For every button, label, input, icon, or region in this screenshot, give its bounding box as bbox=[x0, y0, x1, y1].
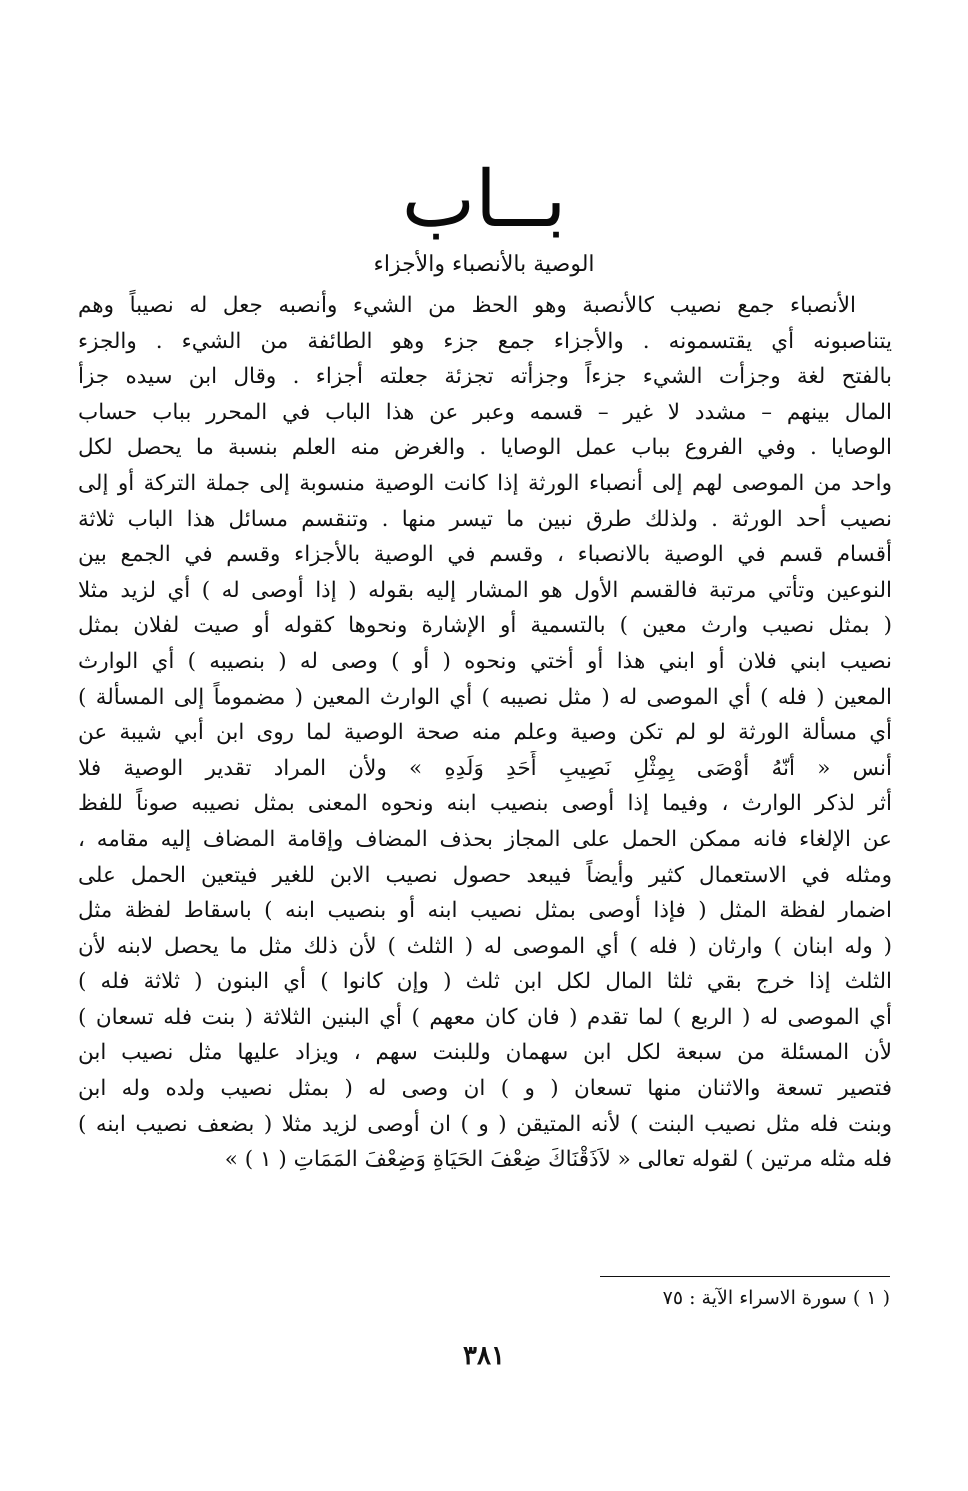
text-line: يتناصبونه أي يقتسمونه . والأجزاء جمع جزء وهو الطائفة من الشيء . والجزء bbox=[78, 328, 892, 354]
text-line: نصيب أحد الورثة . ولذلك طرق نبين ما تيسر منها . وتنقسم مسائل هذا الباب ثلاثة bbox=[78, 506, 892, 532]
text-line: عن الإلغاء فانه ممكن الحمل على المجاز بحذف المضاف وإقامة المضاف إليه مقامه ، bbox=[78, 826, 892, 852]
chapter-heading: بــاب bbox=[401, 155, 567, 245]
text-line: اضمار لفظة المثل ( فإذا أوصى بمثل نصيب ابنه أو بنصيب ابنه ) باسقاط لفظة مثل bbox=[78, 898, 892, 924]
footnote-divider bbox=[600, 1276, 890, 1277]
text-line: ( وله ابنان ) وارثان ( فله ) أي الموصى له ( الثلث ) لأن ذلك مثل ما يحصل لابنه لأن bbox=[78, 933, 892, 959]
text-line: المعين ( فله ) أي الموصى له ( مثل نصيبه ) أي الوارث المعين ( مضموماً إلى المسألة ) bbox=[78, 684, 892, 710]
text-line: أثر لذكر الوارث ، وفيما إذا أوصى بنصيب ابنه ونحوه المعنى بمثل نصيبه صوناً للفظ bbox=[78, 791, 892, 817]
text-line: وبنت فله مثل نصيب البنت ) لأنه المتيقن ( و ) ان أوصى لزيد مثلا ( بضعف نصيب ابنه ) bbox=[78, 1111, 892, 1137]
text-line: النوعين وتأتي مرتبة فالقسم الأول هو المشار إليه بقوله ( إذا أوصى له ) أي لزيد مثلا bbox=[78, 577, 892, 603]
footnote: ( ١ ) سورة الاسراء الآية : ٧٥ bbox=[662, 1287, 890, 1309]
body-text bbox=[78, 288, 892, 1178]
text-line: ( بمثل نصيب وارث معين ) بالتسمية أو الإشارة ونحوها كقوله أو صيت لفلان بمثل bbox=[78, 613, 892, 639]
text-line: واحد من الموصى لهم إلى أنصباء الورثة إذا كانت الوصية منسوبة إلى جملة التركة أو إلى bbox=[78, 470, 892, 496]
text-line: لأن المسئلة من سبعة لكل ابن سهمان وللبنت سهم ، ويزاد عليها مثل نصيب ابن bbox=[78, 1040, 892, 1066]
text-line: ومثله في الاستعمال كثير وأيضاً فيبعد حصول نصيب الابن للغير فيتعين الحمل على bbox=[78, 862, 892, 888]
text-line: أقسام قسم في الوصية بالانصباء ، وقسم في الوصية بالأجزاء وقسم في الجمع بين bbox=[78, 542, 892, 568]
text-line: بالفتح لغة وجزأت الشيء جزءاً وجزأته تجزئة جعلته أجزاء . وقال ابن سيده جزأ bbox=[78, 364, 892, 390]
text-line: أي الموصى له ( الربع ) لما تقدم ( فان كان معهم ) أي البنين الثلاثة ( بنت فله تسعان ) bbox=[78, 1004, 892, 1030]
text-line: أي مسألة الورثة لو لم تكن وصية وعلم منه صحة الوصية لما روى ابن أبي شيبة عن bbox=[78, 720, 892, 746]
page-number: ٣٨١ bbox=[463, 1341, 505, 1371]
text-line: الوصايا . وفي الفروع بباب عمل الوصايا . والغرض منه العلم بنسبة ما يحصل لكل bbox=[78, 435, 892, 461]
text-line: فتصير تسعة والاثنان منها تسعان ( و ) ان وصى له ( بمثل نصيب ولده وله ابن bbox=[78, 1076, 892, 1102]
chapter-subtitle: الوصية بالأنصباء والأجزاء bbox=[373, 252, 595, 277]
text-line: فله مثله مرتين ) لقوله تعالى « لاَذَقْنَاكَ ضِعْفَ الحَيَاةِ وَضِعْفَ المَمَاتِ ( ١ ) » bbox=[224, 1147, 892, 1173]
text-line: أنس « أنّهُ أوْصَى بِمِثْلِ نَصِيبِ أَحَدِ وَلَدِهِ » ولأن المراد تقدير الوصية فلا bbox=[78, 755, 892, 781]
text-line: نصيب ابني فلان أو ابني هذا أو أختي ونحوه ( أو ) وصى له ( بنصيبه ) أي الوارث bbox=[78, 648, 892, 674]
text-line: المال بينهم – مشدد لا غير – قسمه وعبر عن هذا الباب في المحرر بباب حساب bbox=[78, 399, 892, 425]
text-line: الأنصباء جمع نصيب كالأنصبة وهو الحظ من الشيء وأنصبه جعل له نصيباً وهم bbox=[78, 293, 856, 318]
text-line: الثلث إذا خرج بقي ثلثا المال لكل ابن ثلث ( وإن كانوا ) أي البنون ( ثلاثة فله ) bbox=[78, 969, 892, 995]
